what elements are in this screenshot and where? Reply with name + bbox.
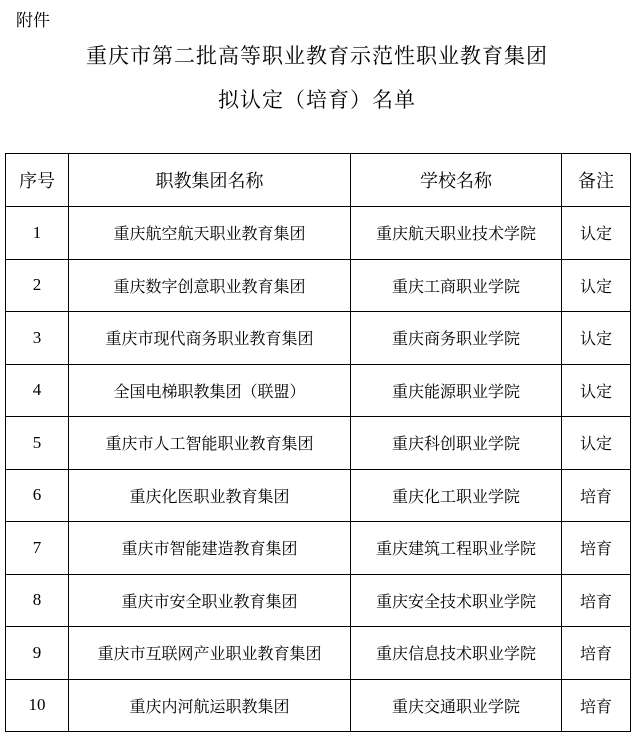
note: 认定	[562, 417, 631, 470]
school-name: 重庆科创职业学院	[351, 417, 562, 470]
note: 培育	[562, 522, 631, 575]
header-note: 备注	[562, 154, 631, 207]
school-name: 重庆能源职业学院	[351, 364, 562, 417]
note: 认定	[562, 312, 631, 365]
table-row	[6, 679, 631, 732]
table-header-row	[6, 154, 631, 207]
table-row	[6, 364, 631, 417]
school-name: 重庆建筑工程职业学院	[351, 522, 562, 575]
note: 培育	[562, 574, 631, 627]
row-number: 8	[6, 574, 69, 627]
school-name: 重庆信息技术职业学院	[351, 627, 562, 680]
row-number: 3	[6, 312, 69, 365]
row-number: 2	[6, 259, 69, 312]
row-number: 10	[6, 679, 69, 732]
header-school: 学校名称	[351, 154, 562, 207]
note: 认定	[562, 207, 631, 260]
group-name: 重庆化医职业教育集团	[69, 469, 351, 522]
note: 培育	[562, 469, 631, 522]
school-name: 重庆工商职业学院	[351, 259, 562, 312]
table-row	[6, 259, 631, 312]
attachment-label: 附件	[16, 11, 50, 31]
table-row	[6, 417, 631, 470]
group-name: 重庆内河航运职教集团	[69, 679, 351, 732]
row-number: 9	[6, 627, 69, 680]
group-name: 重庆市安全职业教育集团	[69, 574, 351, 627]
list-table	[5, 153, 631, 732]
table-row	[6, 627, 631, 680]
group-name: 重庆市人工智能职业教育集团	[69, 417, 351, 470]
school-name: 重庆交通职业学院	[351, 679, 562, 732]
document-title-line2: 拟认定（培育）名单	[218, 88, 416, 112]
group-name: 重庆市互联网产业职业教育集团	[69, 627, 351, 680]
row-number: 5	[6, 417, 69, 470]
row-number: 4	[6, 364, 69, 417]
header-no: 序号	[6, 154, 69, 207]
table-row	[6, 312, 631, 365]
table-row	[6, 207, 631, 260]
row-number: 1	[6, 207, 69, 260]
note: 认定	[562, 364, 631, 417]
note: 认定	[562, 259, 631, 312]
table-row	[6, 469, 631, 522]
header-group: 职教集团名称	[69, 154, 351, 207]
school-name: 重庆航天职业技术学院	[351, 207, 562, 260]
school-name: 重庆安全技术职业学院	[351, 574, 562, 627]
document-title-line1: 重庆市第二批高等职业教育示范性职业教育集团	[86, 44, 548, 68]
note: 培育	[562, 679, 631, 732]
group-name: 全国电梯职教集团（联盟）	[69, 364, 351, 417]
group-name: 重庆数字创意职业教育集团	[69, 259, 351, 312]
group-name: 重庆市现代商务职业教育集团	[69, 312, 351, 365]
note: 培育	[562, 627, 631, 680]
school-name: 重庆商务职业学院	[351, 312, 562, 365]
school-name: 重庆化工职业学院	[351, 469, 562, 522]
group-name: 重庆航空航天职业教育集团	[69, 207, 351, 260]
table-row	[6, 574, 631, 627]
row-number: 7	[6, 522, 69, 575]
row-number: 6	[6, 469, 69, 522]
group-name: 重庆市智能建造教育集团	[69, 522, 351, 575]
table-row	[6, 522, 631, 575]
